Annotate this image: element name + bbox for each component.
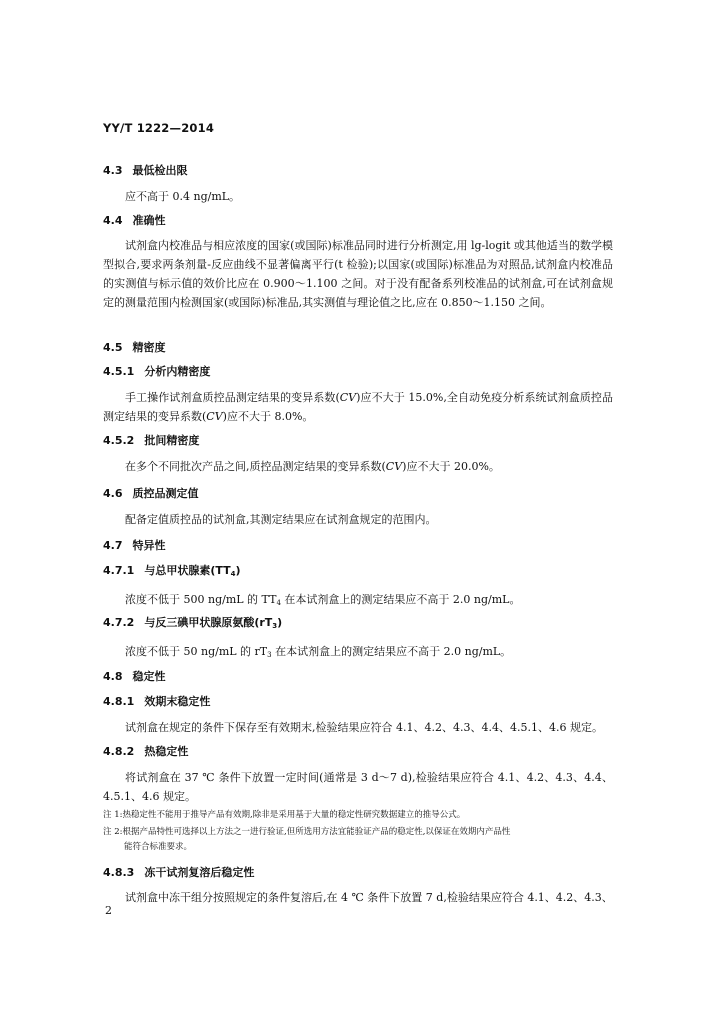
section-title: 效期末稳定性 [144, 695, 211, 708]
cv-symbol: CV [385, 460, 403, 473]
section-number: 4.8.3 [103, 866, 135, 879]
cv-symbol: CV [206, 410, 223, 423]
heading-4-6 [103, 487, 613, 501]
paragraph-4-7-1 [103, 590, 613, 609]
text-run: 手工操作试剂盒质控品测定结果的变异系数( [125, 391, 340, 404]
section-title-end: ) [277, 616, 283, 629]
note-2-continued: 能符合标准要求。 [124, 842, 193, 852]
paragraph-4-6: 配备定值质控品的试剂盒,其测定结果应在试剂盒规定的范围内。 [125, 513, 437, 526]
section-title: 稳定性 [132, 670, 166, 683]
text-run: 浓度不低于 500 ng/mL 的 TT [125, 593, 277, 606]
text-run: 在本试剂盒上的测定结果应不高于 2.0 ng/mL。 [280, 593, 521, 606]
paragraph-4-8-2: 将试剂盒在 37 ℃ 条件下放置一定时间(通常是 3 d～7 d),检验结果应符合 4.1、4.2、4.3、4.4、4.5.1、4.6 规定。 [103, 771, 613, 803]
text-run: 在本试剂盒上的测定结果应不高于 2.0 ng/mL。 [271, 645, 512, 658]
heading-4-5 [103, 341, 613, 355]
subscript: 3 [267, 651, 272, 659]
section-title: 批间精密度 [144, 434, 200, 447]
subscript: 4 [230, 570, 236, 578]
paragraph-4-5-1 [103, 388, 613, 426]
note-label: 注 1: [103, 810, 123, 820]
heading-4-8-2 [103, 745, 613, 759]
section-title: 冻干试剂复溶后稳定性 [144, 866, 255, 879]
section-number: 4.7.1 [103, 564, 135, 577]
section-number: 4.8 [103, 670, 123, 683]
section-number: 4.5.2 [103, 434, 135, 447]
section-title: 准确性 [132, 214, 166, 227]
paragraph-4-5-2 [103, 457, 613, 476]
subscript: 3 [272, 622, 278, 630]
section-title: 最低检出限 [132, 164, 188, 177]
text-run: )应不大于 8.0%。 [222, 410, 314, 423]
section-title: 精密度 [132, 341, 166, 354]
section-number: 4.5.1 [103, 365, 135, 378]
section-number: 4.7 [103, 539, 123, 552]
section-number: 4.6 [103, 487, 123, 500]
paragraph-4-8-1: 试剂盒在规定的条件下保存至有效期末,检验结果应符合 4.1、4.2、4.3、4.4、4.5.1、4.6 规定。 [125, 721, 603, 734]
text-run: 在多个不同批次产品之间,质控品测定结果的变异系数( [125, 460, 386, 473]
section-title: 特异性 [132, 539, 166, 552]
heading-4-5-2 [103, 434, 613, 448]
heading-4-5-1 [103, 365, 613, 379]
note-text: 根据产品特性可选择以上方法之一进行验证,但所选用方法宜能验证产品的稳定性,以保证在效期内产品性 [122, 827, 511, 837]
standard-number: YY/T 1222—2014 [103, 121, 215, 135]
heading-4-4 [103, 214, 613, 228]
section-number: 4.7.2 [103, 616, 135, 629]
section-number: 4.5 [103, 341, 123, 354]
text-run: 浓度不低于 50 ng/mL 的 rT [125, 645, 268, 658]
section-title: 热稳定性 [144, 745, 189, 758]
paragraph-4-8-3: 试剂盒中冻干组分按照规定的条件复溶后,在 4 ℃ 条件下放置 7 d,检验结果应符合 4.1、4.2、4.3、 [125, 891, 613, 904]
heading-4-8-1 [103, 695, 613, 709]
section-number: 4.3 [103, 164, 123, 177]
section-number: 4.8.2 [103, 745, 135, 758]
cv-symbol: CV [339, 391, 357, 404]
note-text: 热稳定性不能用于推导产品有效期,除非是采用基于大量的稳定性研究数据建立的推导公式。 [122, 810, 466, 820]
heading-4-8 [103, 670, 613, 684]
section-title-end: ) [235, 564, 241, 577]
paragraph-4-7-2 [103, 642, 613, 661]
section-number: 4.8.1 [103, 695, 135, 708]
heading-4-7-2 [103, 616, 613, 630]
subscript: 4 [276, 599, 281, 607]
section-title: 与反三碘甲状腺原氨酸(rT [144, 616, 273, 629]
note-2 [103, 825, 613, 840]
section-title: 与总甲状腺素(TT [144, 564, 231, 577]
text-run: )应不大于 20.0%。 [402, 460, 500, 473]
heading-4-7 [103, 539, 613, 553]
paragraph-4-3: 应不高于 0.4 ng/mL。 [125, 190, 241, 203]
heading-4-7-1 [103, 564, 613, 578]
section-title: 质控品测定值 [132, 487, 199, 500]
section-title: 分析内精密度 [144, 365, 211, 378]
note-1 [103, 808, 613, 823]
section-number: 4.4 [103, 214, 123, 227]
text-run: )应不大于 15.0%,全自动免疫分析系统试剂盒质控品测定结果的变异系数( [103, 391, 613, 423]
heading-4-8-3 [103, 866, 613, 880]
page-number: 2 [105, 904, 112, 917]
paragraph-4-4: 试剂盒内校准品与相应浓度的国家(或国际)标准品同时进行分析测定,用 lg-logit 或其他适当的数学模型拟合,要求两条剂量-反应曲线不显著偏离平行(t 检验);以国家(或国际)标准品为对照品,试剂盒内校准品的实测值与标示值的效价比应在 0.900～1.100 之间。对于没有配备系列校准品的试剂盒,可在试剂盒规定的测量范围内检测国家(或国际)标准品,其实测值与理论值之比,应在 0.850～1.150 之间。 [103, 239, 613, 309]
heading-4-3 [103, 164, 613, 178]
note-label: 注 2: [103, 827, 123, 837]
